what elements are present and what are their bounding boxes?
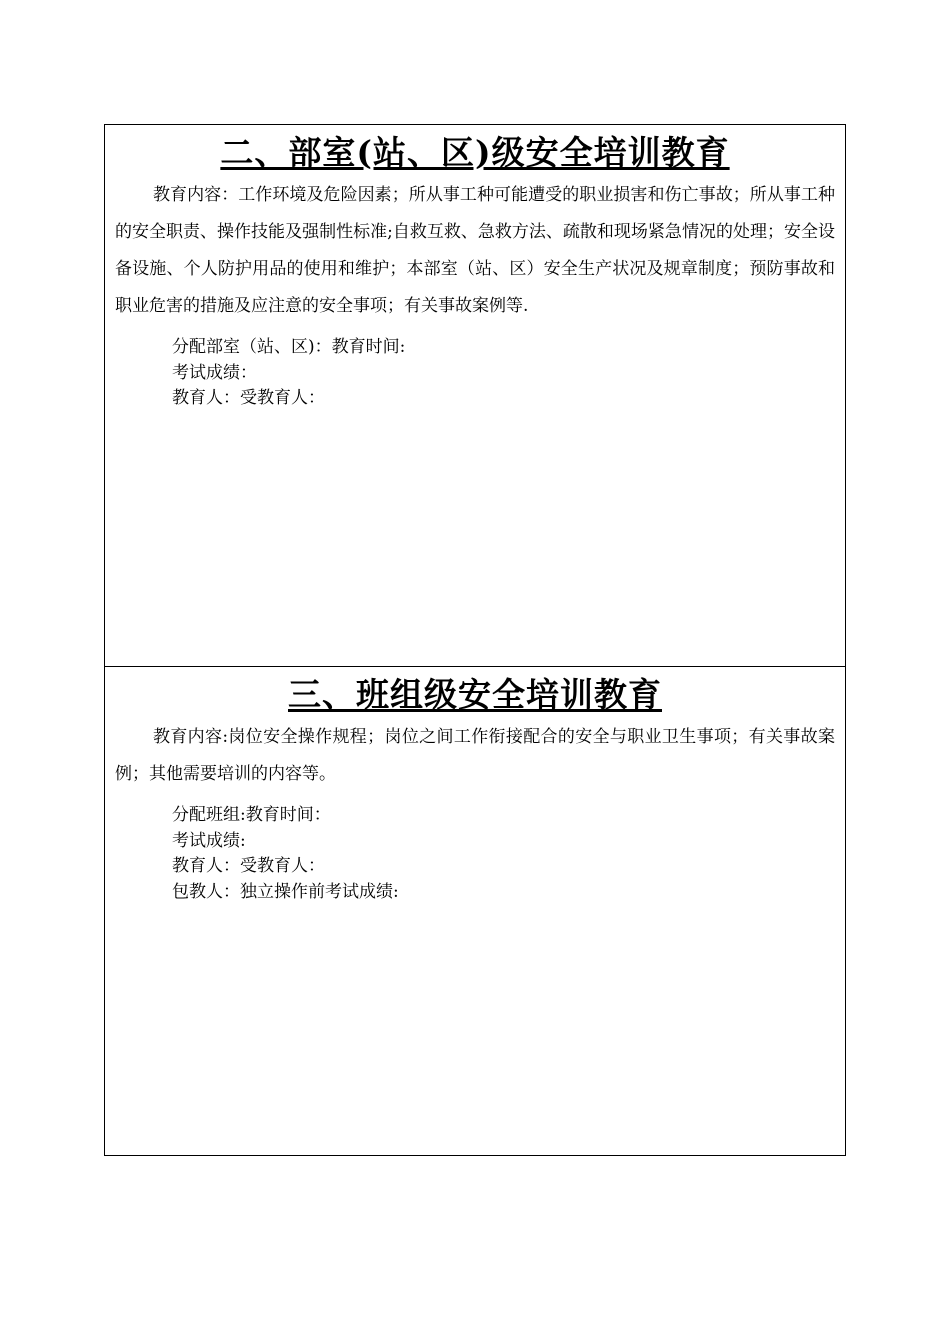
field-list: [172, 803, 835, 905]
field-assignment-time: 分配部室（站、区)：教育时间:: [172, 337, 406, 357]
department-level-section: [105, 125, 845, 667]
field-educator-trainee: 教育人：受教育人：: [172, 388, 325, 408]
education-content: 教育内容：工作环境及危险因素；所从事工种可能遭受的职业损害和伤亡事故；所从事工种的安全职责、操作技能及强制性标准;自救互救、急救方法、疏散和现场紧急情况的处理；安全设备设施、个人防护用品的使用和维护；本部室（站、区）安全生产状况及规章制度；预防事故和职业危害的措施及应注意的安全事项；有关事故案例等.: [115, 185, 835, 316]
education-content: 教育内容:岗位安全操作规程；岗位之间工作衔接配合的安全与职业卫生事项；有关事故案例；其他需要培训的内容等。: [115, 727, 835, 784]
field-exam-score: 考试成绩：: [172, 362, 257, 383]
section-title: 二、部室(站、区)级安全培训教育: [220, 133, 730, 172]
field-educator-trainee: 教育人：受教育人：: [172, 856, 325, 876]
field-assignment-time: 分配班组:教育时间：: [172, 805, 331, 825]
field-exam-score: 考试成绩:: [172, 830, 246, 851]
section-title: 三、班组级安全培训教育: [288, 675, 662, 714]
field-mentor-independent-exam: 包教人：独立操作前考试成绩:: [172, 881, 399, 902]
field-list: [172, 335, 835, 412]
training-record-table: [104, 124, 846, 1156]
team-level-section: [105, 667, 845, 1155]
